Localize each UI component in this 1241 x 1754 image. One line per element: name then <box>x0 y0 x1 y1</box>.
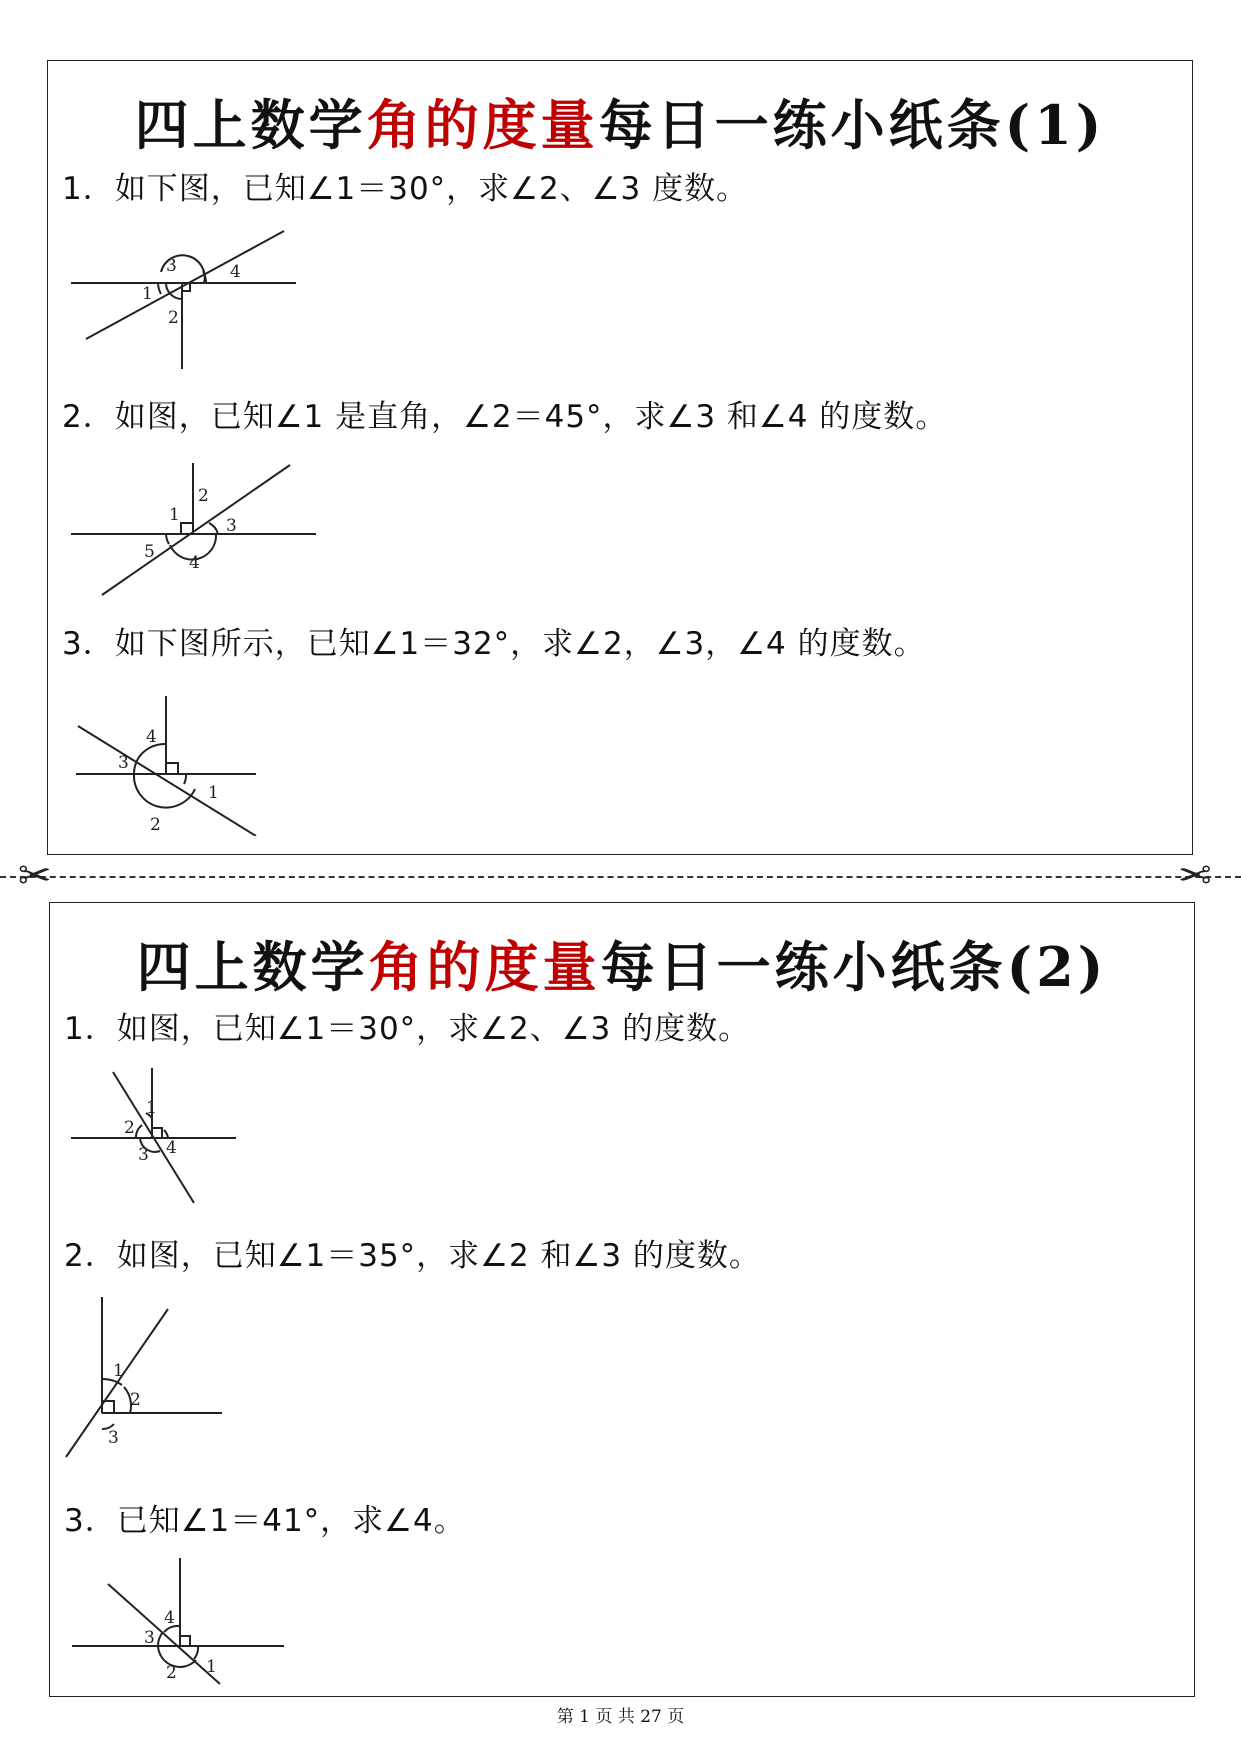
fig3-label-1: 1 <box>206 1657 217 1677</box>
page-footer: 第 1 页 共 27 页 <box>556 1707 685 1727</box>
fig3-label-3: 3 <box>144 1628 155 1648</box>
title-suffix: 每日一练小纸条(2) <box>600 935 1108 999</box>
fig2-label-2: 2 <box>130 1390 141 1410</box>
fig1-label-4: 4 <box>230 262 241 282</box>
question-1: 1．如图，已知∠1＝30°，求∠2、∠3 的度数。 <box>64 1011 751 1047</box>
oblique-line <box>86 231 284 339</box>
figure-3 <box>66 686 316 836</box>
title-topic: 角的度量 <box>368 935 601 999</box>
angle-arc-1 <box>184 774 186 784</box>
card-title <box>48 83 1192 160</box>
card-title <box>50 925 1194 1002</box>
title-suffix: 每日一练小纸条(1) <box>598 93 1106 157</box>
figure-2 <box>62 1293 262 1463</box>
question-2: 2．如图，已知∠1＝35°，求∠2 和∠3 的度数。 <box>64 1238 761 1274</box>
figure-2 <box>66 451 346 601</box>
fig2-label-1: 1 <box>113 1361 124 1381</box>
question-1: 1．如下图，已知∠1＝30°，求∠2、∠3 度数。 <box>62 171 749 207</box>
practice-card-1 <box>47 60 1193 855</box>
practice-card-2 <box>49 902 1195 1697</box>
fig1-label-3: 3 <box>166 256 177 276</box>
angle-arc-3 <box>158 1632 163 1646</box>
oblique-line <box>108 1584 220 1684</box>
fig1-label-2: 2 <box>124 1118 135 1138</box>
oblique-line <box>102 465 290 595</box>
cut-line <box>0 876 1241 880</box>
question-2: 2．如图，已知∠1 是直角，∠2＝45°，求∠3 和∠4 的度数。 <box>62 399 948 435</box>
fig3-label-2: 2 <box>166 1663 177 1683</box>
right-angle-mark <box>180 1636 190 1646</box>
angle-arc-1 <box>158 283 161 294</box>
right-angle-mark <box>166 763 178 774</box>
fig1-label-2: 2 <box>168 308 179 328</box>
fig2-label-2: 2 <box>198 486 209 506</box>
fig3-label-2: 2 <box>150 815 161 835</box>
figure-3 <box>62 1548 322 1698</box>
fig3-label-4: 4 <box>164 1608 175 1628</box>
fig3-label-1: 1 <box>208 783 219 803</box>
figure-1 <box>66 1058 266 1218</box>
angle-arc-2 <box>136 1125 142 1138</box>
title-prefix: 四上数学 <box>136 935 369 999</box>
scissors-icon: ✂ <box>1178 853 1212 899</box>
fig3-label-4: 4 <box>146 727 157 747</box>
fig1-label-1: 1 <box>142 284 153 304</box>
angle-arc-3 <box>209 523 218 534</box>
title-prefix: 四上数学 <box>134 93 367 157</box>
figure-1 <box>66 221 326 371</box>
fig2-label-1: 1 <box>169 505 180 525</box>
fig3-label-3: 3 <box>118 753 129 773</box>
angle-arc-5 <box>166 534 169 544</box>
fig2-label-4: 4 <box>189 553 200 573</box>
angle-arc-1 <box>194 1646 198 1659</box>
scissors-icon: ✂ <box>18 853 52 899</box>
question-3: 3．已知∠1＝41°，求∠4。 <box>64 1503 466 1539</box>
fig1-label-4: 4 <box>166 1138 177 1158</box>
fig2-label-5: 5 <box>144 542 155 562</box>
title-topic: 角的度量 <box>366 93 599 157</box>
angle-arc-4 <box>164 1130 168 1138</box>
fig2-label-3: 3 <box>226 516 237 536</box>
fig2-label-3: 3 <box>108 1428 119 1448</box>
question-3: 3．如下图所示，已知∠1＝32°，求∠2，∠3，∠4 的度数。 <box>62 626 926 662</box>
angle-arc-3 <box>134 757 139 774</box>
fig1-label-3: 3 <box>138 1145 149 1165</box>
fig1-label-1: 1 <box>146 1098 157 1118</box>
